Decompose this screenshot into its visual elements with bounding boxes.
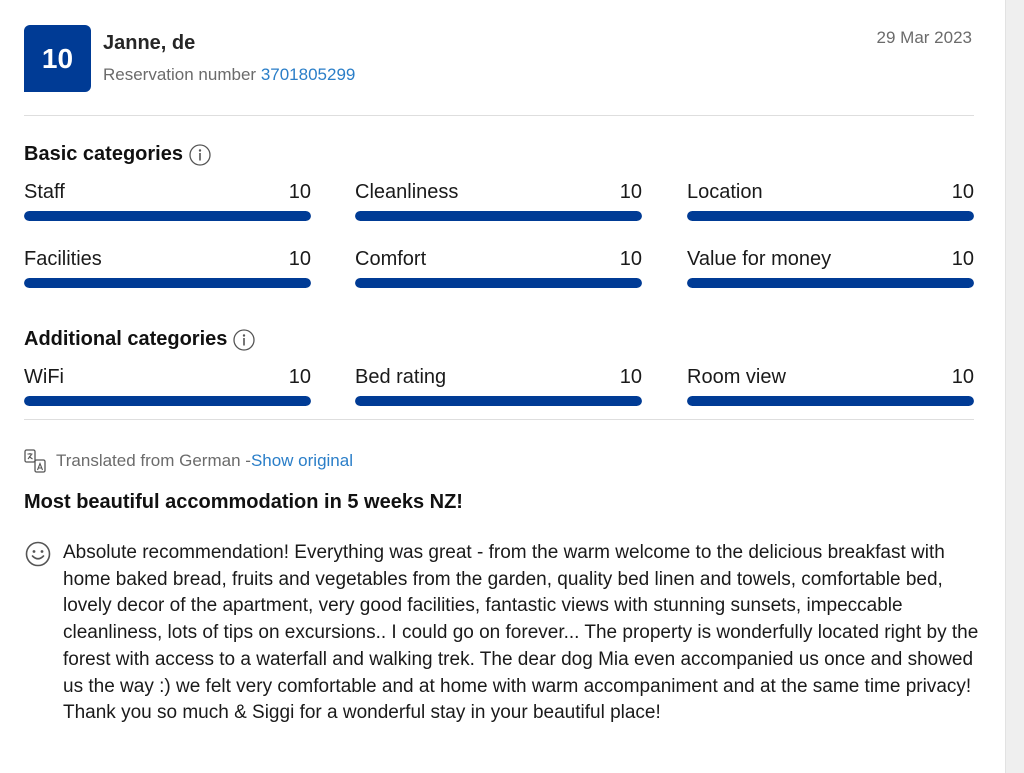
info-icon[interactable] bbox=[233, 329, 255, 351]
category-bar-fill bbox=[355, 278, 642, 288]
translation-notice bbox=[24, 449, 353, 473]
category-bar-fill bbox=[687, 396, 974, 406]
category-bar bbox=[24, 396, 311, 406]
category-bar bbox=[355, 278, 642, 288]
category-score: 10 bbox=[619, 248, 642, 270]
reservation-number-link[interactable]: 3701805299 bbox=[260, 65, 356, 84]
category-score: 10 bbox=[951, 366, 974, 388]
info-icon[interactable] bbox=[189, 144, 211, 166]
category-staff bbox=[24, 181, 311, 221]
category-score: 10 bbox=[951, 248, 974, 270]
category-facilities bbox=[24, 248, 311, 288]
category-label: Comfort bbox=[355, 248, 427, 270]
review-title: Most beautiful accommodation in 5 weeks NZ! bbox=[24, 491, 463, 513]
category-bar-fill bbox=[24, 211, 311, 221]
category-bar bbox=[24, 278, 311, 288]
category-score: 10 bbox=[619, 366, 642, 388]
category-score: 10 bbox=[288, 248, 311, 270]
scrollbar-track[interactable] bbox=[1005, 0, 1024, 773]
review-positive-text: Absolute recommendation! Everything was great - from the warm welcome to the delicious breakfast with home baked bread, fruits and vegetables from the garden, quality bed linen and towels, comfortable bed, lovely decor of the apartment, very good facilities, fantastic views with stunning sunsets, impeccable cleanliness, lots of tips on excursions.. I could go on forever... The property is wonderfully located right by the forest with access to a waterfall and walking trek. The dear dog Mia even accompanied us once and showed us the way :) we felt very comfortable and at home with warm accompaniment and at the same time privacy! Thank you so much & Siggi for a wonderful stay in your beautiful place! bbox=[63, 542, 979, 724]
category-comfort bbox=[355, 248, 642, 288]
category-cleanliness bbox=[355, 181, 642, 221]
category-bar bbox=[687, 396, 974, 406]
reservation-label: Reservation number bbox=[103, 65, 257, 84]
divider bbox=[24, 115, 974, 116]
category-label: Room view bbox=[687, 366, 786, 388]
category-bed-rating bbox=[355, 366, 642, 406]
category-label: Value for money bbox=[687, 248, 832, 270]
show-original-link[interactable]: Show original bbox=[250, 451, 353, 470]
additional-categories-heading bbox=[24, 328, 255, 351]
basic-categories-heading bbox=[24, 143, 211, 166]
category-bar bbox=[24, 211, 311, 221]
category-bar-fill bbox=[24, 278, 311, 288]
category-label: Facilities bbox=[24, 248, 102, 270]
category-value-for-money bbox=[687, 248, 974, 288]
category-label: Location bbox=[687, 181, 763, 203]
category-bar-fill bbox=[355, 396, 642, 406]
category-bar-fill bbox=[687, 278, 974, 288]
basic-categories-title: Basic categories bbox=[24, 143, 183, 165]
category-score: 10 bbox=[619, 181, 642, 203]
divider bbox=[24, 419, 974, 420]
category-score: 10 bbox=[951, 181, 974, 203]
category-wifi bbox=[24, 366, 311, 406]
category-bar-fill bbox=[24, 396, 311, 406]
category-label: Staff bbox=[24, 181, 65, 203]
category-bar-fill bbox=[687, 211, 974, 221]
category-label: Cleanliness bbox=[355, 181, 459, 203]
category-bar bbox=[355, 211, 642, 221]
category-bar bbox=[355, 396, 642, 406]
reviewer-name: Janne, de bbox=[103, 32, 196, 54]
translation-text: Translated from German - bbox=[56, 451, 251, 470]
category-label: WiFi bbox=[24, 366, 64, 388]
category-location bbox=[687, 181, 974, 221]
additional-categories-title: Additional categories bbox=[24, 328, 228, 350]
category-room-view bbox=[687, 366, 974, 406]
category-bar-fill bbox=[355, 211, 642, 221]
review-date: 29 Mar 2023 bbox=[876, 28, 972, 47]
category-bar bbox=[687, 211, 974, 221]
review-score-badge: 10 bbox=[24, 25, 91, 92]
translate-icon bbox=[24, 449, 46, 473]
smiley-icon bbox=[25, 541, 51, 567]
category-score: 10 bbox=[288, 366, 311, 388]
category-bar bbox=[687, 278, 974, 288]
category-score: 10 bbox=[288, 181, 311, 203]
category-label: Bed rating bbox=[355, 366, 447, 388]
reservation-info bbox=[103, 65, 355, 85]
